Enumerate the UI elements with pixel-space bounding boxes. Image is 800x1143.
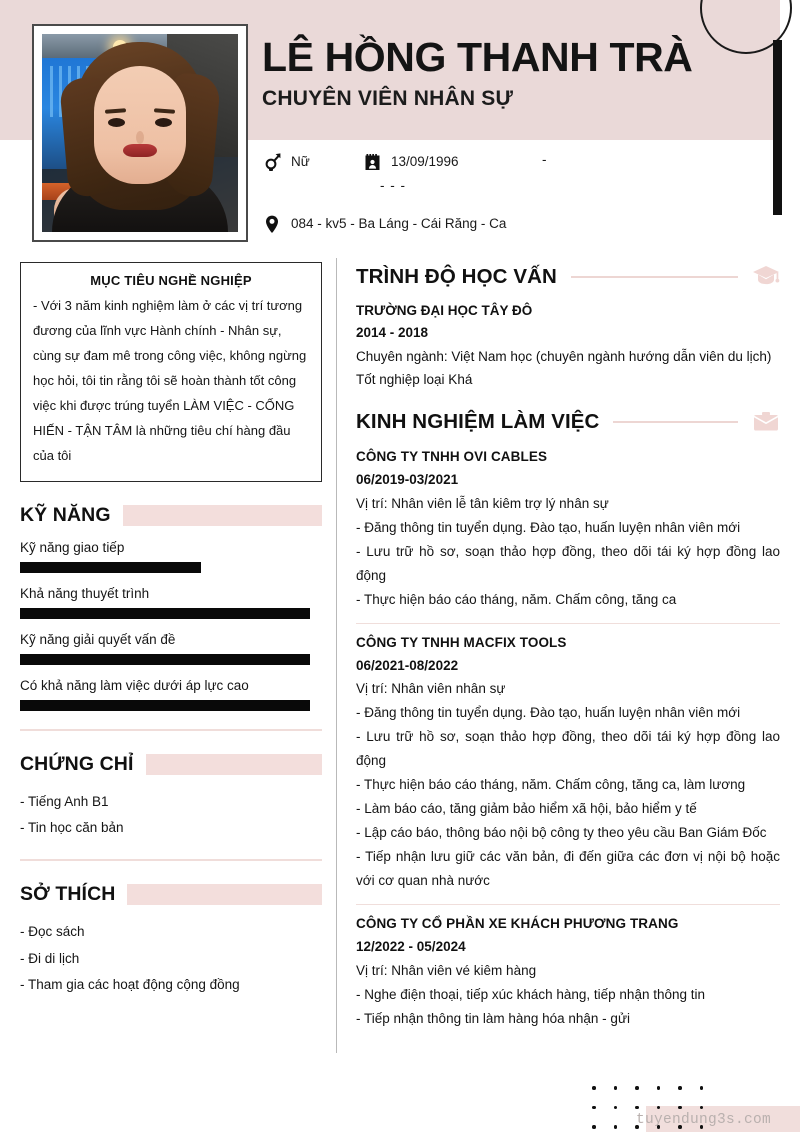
certificate-item: - Tiếng Anh B1 bbox=[20, 793, 109, 809]
education-section-header bbox=[356, 264, 780, 290]
decorative-dot bbox=[700, 1086, 704, 1090]
decorative-dot bbox=[592, 1106, 596, 1110]
skill-bar-track bbox=[20, 608, 322, 619]
skill-bar-fill bbox=[20, 562, 201, 573]
skill-item bbox=[20, 540, 322, 573]
avatar bbox=[32, 24, 248, 242]
skill-item bbox=[20, 586, 322, 619]
decorative-dot bbox=[635, 1106, 639, 1110]
education-section bbox=[356, 264, 780, 391]
skills-title: KỸ NĂNG bbox=[20, 503, 111, 526]
decorative-dot bbox=[614, 1086, 618, 1090]
column-divider bbox=[336, 258, 337, 1053]
job-dates: 06/2019-03/2021 bbox=[356, 472, 459, 488]
watermark: tuyendung3s.com bbox=[636, 1112, 772, 1128]
contact-dob bbox=[362, 152, 542, 172]
experience-title-rule bbox=[613, 421, 738, 423]
career-objective-body: - Với 3 năm kinh nghiệm làm ở các vị trí tương đương của lĩnh vực Hành chính - Nhân sự, cùng sự đam mê trong công việc, không ngừng học hỏi, tôi tin rằng tôi sẽ hoàn thành tốt công việc khi được trúng tuyển LÀM VIỆC - CỐNG HIẾN - TẬN TÂM là những tiêu chí hàng đầu của tôi bbox=[33, 298, 307, 463]
job-duty: - Làm báo cáo, tăng giảm bảo hiểm xã hội, bảo hiểm y tế bbox=[356, 801, 697, 817]
decorative-dot bbox=[614, 1125, 618, 1129]
page-title: LÊ HỒNG THANH TRÀ bbox=[262, 34, 693, 80]
skill-item bbox=[20, 678, 322, 711]
name-block bbox=[262, 36, 712, 111]
career-objective-title: MỤC TIÊU NGHỀ NGHIỆP bbox=[90, 273, 252, 288]
contact-gender-value: Nữ bbox=[291, 153, 310, 169]
job-title-subtitle: CHUYÊN VIÊN NHÂN SỰ bbox=[262, 87, 514, 111]
job-duty: - Lưu trữ hồ sơ, soạn thảo hợp đồng, theo dõi tái ký hợp đồng lao động bbox=[356, 729, 780, 769]
skills-section-header bbox=[20, 504, 322, 527]
decorative-dot bbox=[592, 1086, 596, 1090]
location-pin-icon bbox=[262, 214, 282, 234]
decorative-dot bbox=[592, 1125, 596, 1129]
hobbies-section bbox=[20, 883, 322, 998]
decorative-dot bbox=[678, 1086, 682, 1090]
job-duty: - Lập cáo báo, thông báo nội bộ công ty theo yêu cầu Ban Giám Đốc bbox=[356, 825, 767, 841]
job-duty: - Đăng thông tin tuyển dụng. Đào tạo, huấn luyện nhân viên mới bbox=[356, 705, 741, 721]
briefcase-icon bbox=[752, 409, 780, 435]
hobby-item: - Đọc sách bbox=[20, 924, 85, 940]
decorative-dot bbox=[657, 1106, 661, 1110]
experience-title: KINH NGHIỆM LÀM VIỆC bbox=[356, 410, 600, 434]
hobby-item: - Tham gia các hoạt động cộng đồng bbox=[20, 976, 240, 992]
sidebar-divider-2 bbox=[20, 859, 322, 861]
contact-gender bbox=[262, 152, 362, 172]
job-duty: - Tiếp nhận thông tin làm hàng hóa nhận - gửi bbox=[356, 1010, 630, 1026]
job-company: CÔNG TY TNHH OVI CABLES bbox=[356, 449, 548, 465]
certificates-title-accent-bar bbox=[146, 754, 323, 775]
contact-dob-value: 13/09/1996 bbox=[391, 153, 459, 169]
experience-job bbox=[356, 445, 780, 616]
calendar-icon bbox=[362, 152, 382, 172]
skill-bar-track bbox=[20, 700, 322, 711]
skill-item bbox=[20, 632, 322, 665]
hobbies-title-accent-bar bbox=[127, 884, 322, 905]
contact-redacted-value: - bbox=[542, 152, 548, 167]
decorative-dot bbox=[614, 1106, 618, 1110]
contact-row-primary bbox=[262, 152, 742, 178]
experience-job bbox=[356, 623, 780, 898]
main-content bbox=[356, 264, 780, 1035]
hobbies-list bbox=[20, 919, 322, 998]
skill-bar-fill bbox=[20, 700, 310, 711]
contact-address-value: 084 - kv5 - Ba Láng - Cái Răng - Ca bbox=[291, 215, 507, 231]
decorative-dot bbox=[657, 1086, 661, 1090]
job-company: CÔNG TY TNHH MACFIX TOOLS bbox=[356, 634, 567, 650]
contact-redacted-primary bbox=[542, 152, 548, 167]
certificate-item: - Tin học căn bản bbox=[20, 819, 124, 835]
job-dates: 12/2022 - 05/2024 bbox=[356, 939, 466, 955]
skill-label: Kỹ năng giải quyết vấn đề bbox=[20, 631, 176, 647]
job-duty: - Lưu trữ hồ sơ, soạn thảo hợp đồng, theo dõi tái ký hợp đồng lao động bbox=[356, 543, 780, 583]
decorative-vertical-bar bbox=[773, 40, 782, 215]
experience-section-header bbox=[356, 409, 780, 435]
career-objective-section bbox=[20, 262, 322, 482]
hobby-item: - Đi di lịch bbox=[20, 950, 80, 966]
left-sidebar bbox=[20, 262, 322, 998]
education-years: 2014 - 2018 bbox=[356, 324, 429, 340]
job-position: Vị trí: Nhân viên lễ tân kiêm trợ lý nhân sự bbox=[356, 495, 609, 511]
contact-redacted-line: - - - bbox=[380, 178, 406, 193]
skill-label: Có khả năng làm việc dưới áp lực cao bbox=[20, 677, 249, 693]
job-duty: - Thực hiện báo cáo tháng, năm. Chấm công, tăng ca, làm lương bbox=[356, 777, 746, 793]
skill-bar-track bbox=[20, 654, 322, 665]
skills-title-accent-bar bbox=[123, 505, 322, 526]
portrait-photo bbox=[42, 34, 238, 232]
certificates-section-header bbox=[20, 753, 322, 776]
hobbies-section-header bbox=[20, 883, 322, 906]
job-duty: - Thực hiện báo cáo tháng, năm. Chấm công, tăng ca bbox=[356, 591, 677, 607]
job-duty: - Đăng thông tin tuyển dụng. Đào tạo, huấn luyện nhân viên mới bbox=[356, 519, 741, 535]
skill-label: Kỹ năng giao tiếp bbox=[20, 539, 125, 555]
contact-info bbox=[262, 152, 742, 240]
skills-list bbox=[20, 540, 322, 711]
certificates-title: CHỨNG CHỈ bbox=[20, 752, 134, 775]
job-position: Vị trí: Nhân viên vé kiêm hàng bbox=[356, 962, 537, 978]
skill-bar-track bbox=[20, 562, 322, 573]
contact-row-address bbox=[262, 214, 742, 240]
education-school: TRƯỜNG ĐẠI HỌC TÂY ĐÔ bbox=[356, 303, 533, 318]
job-duty: - Tiếp nhận lưu giữ các văn bản, đi đến giữa các đơn vị nội bộ hoặc với cơ quan nhà nước bbox=[356, 849, 780, 889]
decorative-dot bbox=[700, 1106, 704, 1110]
hobbies-title: SỞ THÍCH bbox=[20, 883, 116, 906]
education-title-rule bbox=[571, 276, 738, 278]
job-company: CÔNG TY CỔ PHẦN XE KHÁCH PHƯƠNG TRANG bbox=[356, 916, 679, 932]
certificates-list bbox=[20, 789, 322, 842]
experience-section bbox=[356, 409, 780, 1035]
education-title: TRÌNH ĐỘ HỌC VẤN bbox=[356, 265, 557, 288]
education-major: Chuyên ngành: Việt Nam học (chuyên ngành hướng dẫn viên du lịch) bbox=[356, 348, 772, 364]
graduation-cap-icon bbox=[752, 264, 780, 290]
sidebar-divider-1 bbox=[20, 729, 322, 731]
skill-bar-fill bbox=[20, 654, 310, 665]
skills-section bbox=[20, 504, 322, 711]
decorative-dot bbox=[635, 1086, 639, 1090]
experience-job bbox=[356, 904, 780, 1034]
skill-label: Khả năng thuyết trình bbox=[20, 585, 150, 601]
education-grade: Tốt nghiệp loại Khá bbox=[356, 371, 473, 387]
gender-icon bbox=[262, 152, 282, 172]
job-dates: 06/2021-08/2022 bbox=[356, 657, 459, 673]
contact-address bbox=[262, 214, 506, 234]
job-duty: - Nghe điện thoại, tiếp xúc khách hàng, tiếp nhận thông tin bbox=[356, 986, 705, 1002]
experience-jobs-list bbox=[356, 445, 780, 1035]
skill-bar-fill bbox=[20, 608, 310, 619]
decorative-dot bbox=[678, 1106, 682, 1110]
certificates-section bbox=[20, 753, 322, 842]
job-position: Vị trí: Nhân viên nhân sự bbox=[356, 681, 506, 697]
contact-row-redacted bbox=[262, 178, 742, 212]
